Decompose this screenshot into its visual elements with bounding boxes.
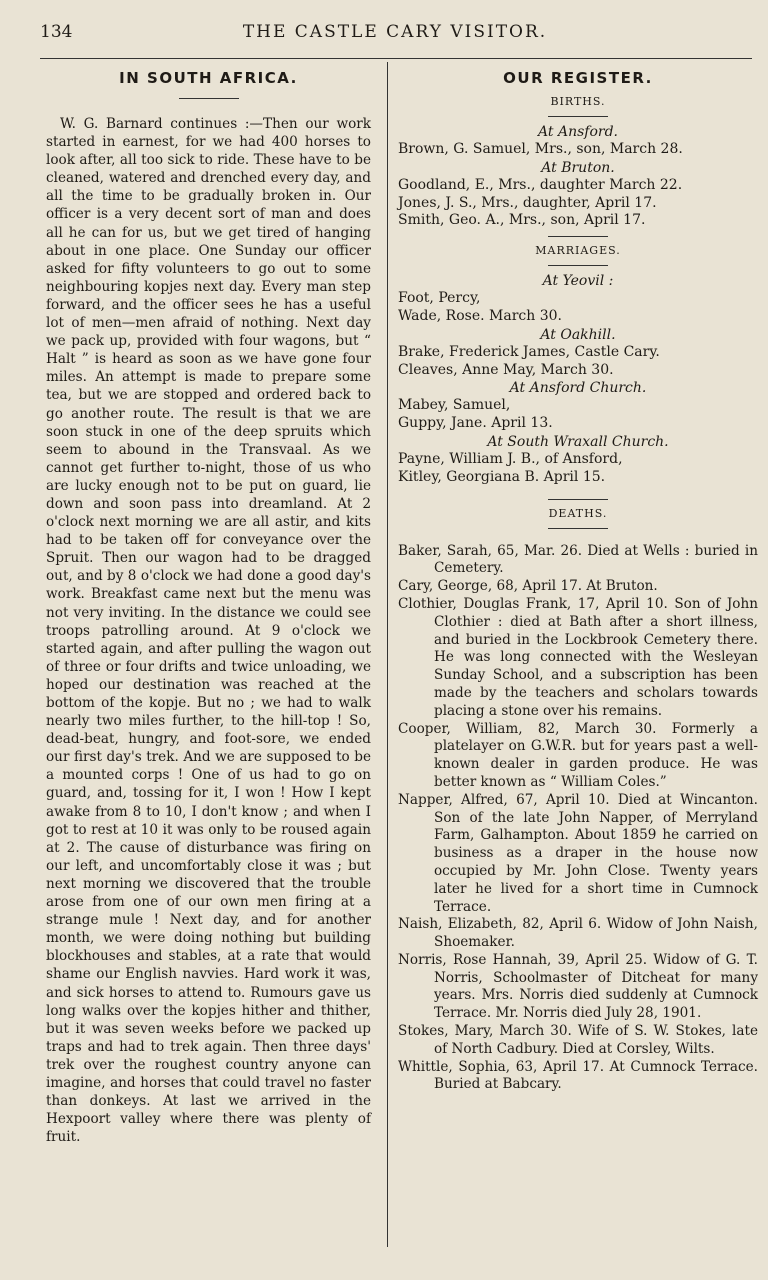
left-column	[46, 66, 371, 1146]
marriage-entry: Brake, Frederick James, Castle Cary.	[398, 343, 660, 360]
marriage-place: At Ansford Church.	[509, 380, 647, 397]
birth-place: At Ansford.	[538, 124, 618, 140]
death-entry: Stokes, Mary, March 30. Wife of S. W. Stokes, late of North Cadbury. Died at Corsley, Wilts.	[398, 1023, 758, 1057]
column-divider	[387, 62, 388, 1247]
title-rule	[179, 98, 239, 99]
marriages-section	[398, 243, 758, 486]
section-rule	[548, 236, 608, 237]
deaths-heading: DEATHS.	[548, 506, 608, 520]
births-section	[398, 94, 758, 230]
header-rule	[40, 58, 752, 59]
marriages-rule	[548, 265, 608, 266]
marriage-place: At Oakhill.	[540, 326, 616, 343]
marriage-place: At Yeovil :	[542, 273, 614, 290]
marriage-entry: Guppy, Jane. April 13.	[398, 415, 553, 432]
marriage-entry: Foot, Percy,	[398, 290, 481, 307]
birth-entry: Brown, G. Samuel, Mrs., son, March 28.	[398, 141, 683, 157]
page-header	[40, 22, 750, 46]
deaths-rule	[548, 528, 608, 529]
article-body	[46, 115, 371, 1146]
births-rule	[548, 116, 608, 117]
running-title: THE CASTLE CARY VISITOR.	[242, 22, 548, 42]
birth-entry: Smith, Geo. A., Mrs., son, April 17.	[398, 212, 646, 229]
page-number: 134	[40, 22, 73, 42]
death-entry: Naish, Elizabeth, 82, April 6. Widow of John Naish, Shoemaker.	[398, 916, 758, 951]
deaths-section	[398, 506, 758, 1095]
section-rule	[548, 499, 608, 500]
marriage-entry: Wade, Rose. March 30.	[398, 307, 562, 324]
marriage-place: At South Wraxall Church.	[487, 433, 669, 450]
birth-entry: Jones, J. S., Mrs., daughter, April 17.	[398, 194, 657, 211]
death-entry: Norris, Rose Hannah, 39, April 25. Widow of G. T. Norris, Schoolmaster of Ditcheat for many years. Mrs. Norris died suddenly at Cumnock Terrace. Mr. Norris died July 28, 1901.	[398, 951, 758, 1022]
register-title: OUR REGISTER.	[503, 69, 653, 87]
marriages-heading: MARRIAGES.	[535, 244, 621, 258]
death-entry: Clothier, Douglas Frank, 17, April 10. Son of John Clothier : died at Bath after a short illness, and buried in the Lockbrook Cemetery there. He was long connected with the Wesleyan Sunday School, and a subscription has been made by the teachers and scholars towards placing a stone over his remains.	[398, 595, 758, 719]
marriage-entry: Payne, William J. B., of Ansford,	[398, 450, 623, 467]
marriage-entry: Mabey, Samuel,	[398, 397, 511, 414]
death-entry: Baker, Sarah, 65, Mar. 26. Died at Wells : buried in Cemetery.	[398, 542, 758, 577]
right-column	[398, 66, 758, 1094]
death-entry: Cooper, William, 82, March 30. Formerly a platelayer on G.W.R. but for years past a well-known dealer in garden produce. He was better known as “ William Coles.”	[398, 720, 758, 790]
marriage-entry: Kitley, Georgiana B. April 15.	[398, 468, 606, 485]
article-paragraph: W. G. Barnard continues :—Then our work started in earnest, for we had 400 horses to look after, all too sick to ride. These have to be cleaned, watered and drenched every day, and all the time to be gradually broken in. Our officer is a very decent sort of man and does all he can for us, but we get tired of hanging about in one place. One Sunday our officer asked for fifty volunteers to go out to some neighbouring kopjes next day. Every man step forward, and the officer sees he has a useful lot of men—men afraid of nothing. Next day we pack up, provided with four wagons, but “ Halt ” is heard as soon as we have gone four miles. An attempt is made to prepare some tea, but we are stopped and ordered back to go another route. The result is that we are soon stuck in one of the deep spruits which seem to abound in the Transvaal. As we cannot get further to-night, those of us who are lucky enough not to be put on guard, lie down and soon pass into dreamland. At 2 o'clock next morning we are all astir, and kits had to be taken off for conveyance over the Spruit. Then our wagon had to be dragged out, and by 8 o'clock we had done a good day's work. Breakfast came next but the menu was not very inviting. In the distance we could see troops patrolling around. At 9 o'clock we started again, and after pulling the wagon out of three or four drifts and twice unloading, we hoped our destination was reached at the bottom of the kopje. But no ; we had to walk nearly two miles further, to the hill-top ! So, dead-beat, hungry, and foot-sore, we ended our first day's trek. And we are supposed to be a mounted corps ! One of us had to go on guard, and, tossing for it, I won ! How I kept awake from 8 to 10, I don't know ; and when I got to rest at 10 it was only to be roused again at 2. The cause of disturbance was firing on our left, and uncomfortably close it was ; but next morning we discovered that the trouble arose from one of our own men firing at a strange mule ! Next day, and for another month, we were doing nothing but building blockhouses and stables, at a rate that would shame our English navvies. Hard work it was, and sick horses to attend to. Rumours gave us long walks over the kopjes hither and thither, but it was seven weeks before we packed up traps and had to trek again. Then three days' trek over the roughest country anyone can imagine, and horses that could travel no faster than donkeys. At last we arrived in the Hexpoort valley where there was plenty of fruit.	[46, 116, 371, 1146]
birth-place: At Bruton.	[541, 159, 615, 176]
death-entry: Whittle, Sophia, 63, April 17. At Cumnock Terrace. Buried at Babcary.	[398, 1058, 758, 1093]
article-title: IN SOUTH AFRICA.	[119, 69, 298, 87]
marriage-entry: Cleaves, Anne May, March 30.	[398, 361, 614, 378]
death-entry: Napper, Alfred, 67, April 10. Died at Wincanton. Son of the late John Napper, of Merryland Farm, Galhampton. About 1859 he carried on business as a draper in the house now occupied by Mr. John Close. Twenty years later he lived for a short time in Cumnock Terrace.	[398, 791, 758, 915]
birth-entry: Goodland, E., Mrs., daughter March 22.	[398, 176, 683, 193]
births-heading: BIRTHS.	[550, 95, 606, 108]
death-entry: Cary, George, 68, April 17. At Bruton.	[398, 578, 658, 595]
